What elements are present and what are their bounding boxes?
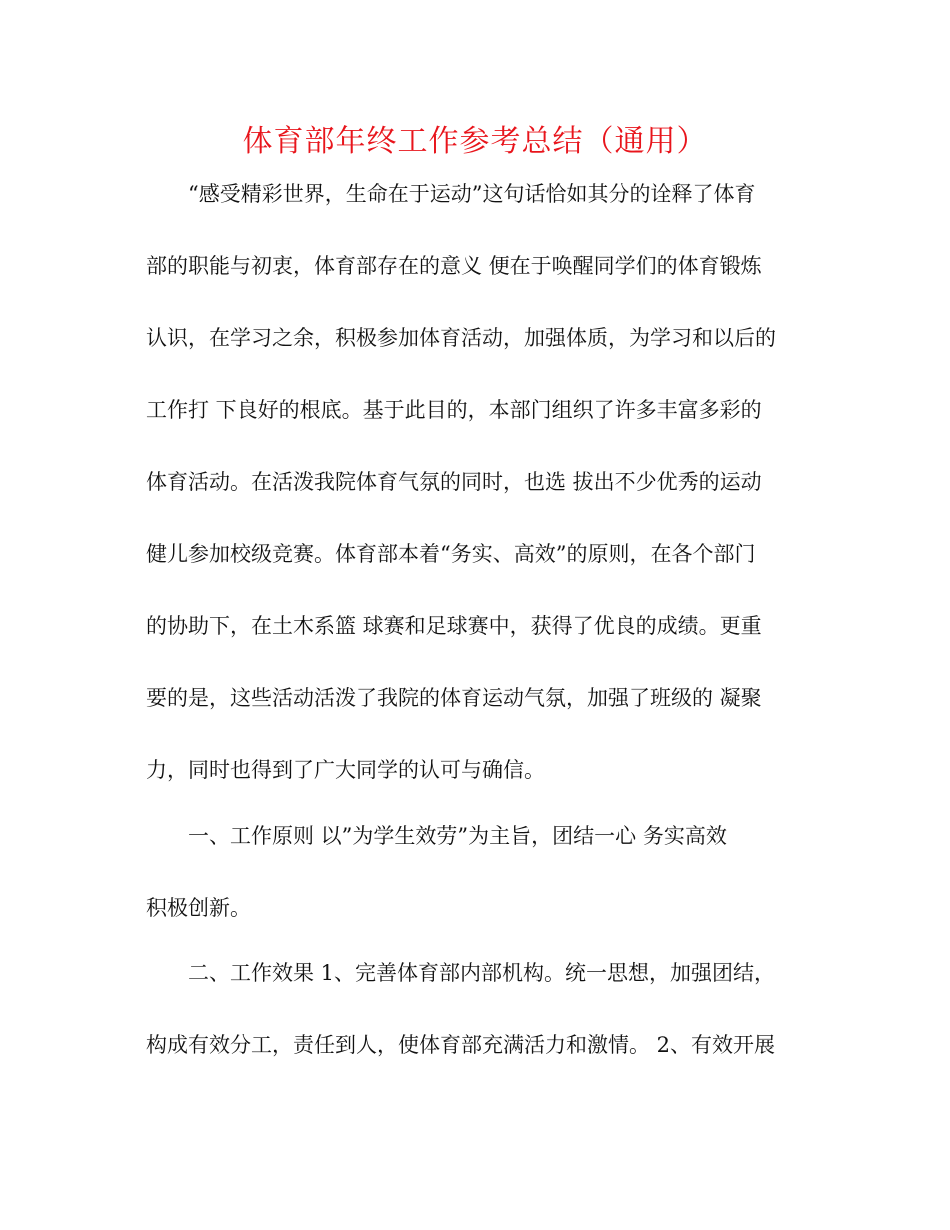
paragraph-line: 体育活动。在活泼我院体育气氛的同时，也选 拔出不少优秀的运动 [146,470,762,494]
document-title: 体育部年终工作参考总结（通用） [242,124,708,159]
paragraph-line: 构成有效分工，责任到人，使体育部充满活力和激情。 2、有效开展 [146,1033,776,1057]
paragraph-line: “感受精彩世界，生命在于运动”这句话恰如其分的诠释了体育 [188,182,756,206]
paragraph-line: 力，同时也得到了广大同学的认可与确信。 [146,758,545,782]
paragraph-line: 工作打 下良好的根底。基于此目的，本部门组织了许多丰富多彩的 [146,398,762,422]
paragraph-line: 一、工作原则 以”为学生效劳”为主旨，团结一心 务实高效 [188,824,727,848]
paragraph-line: 健儿参加校级竞赛。体育部本着“务实、高效”的原则，在各个部门 [146,542,756,566]
paragraph-line: 认识，在学习之余，积极参加体育活动，加强体质，为学习和以后的 [146,326,776,350]
paragraph-line: 的协助下，在土木系篮 球赛和足球赛中，获得了优良的成绩。更重 [146,614,762,638]
paragraph-line: 积极创新。 [146,896,251,920]
paragraph-line: 部的职能与初衷，体育部存在的意义 便在于唤醒同学们的体育锻炼 [146,254,762,278]
paragraph-line: 要的是，这些活动活泼了我院的体育运动气氛，加强了班级的 凝聚 [146,686,762,710]
paragraph-line: 二、工作效果 1、完善体育部内部机构。统一思想，加强团结， [188,961,776,985]
